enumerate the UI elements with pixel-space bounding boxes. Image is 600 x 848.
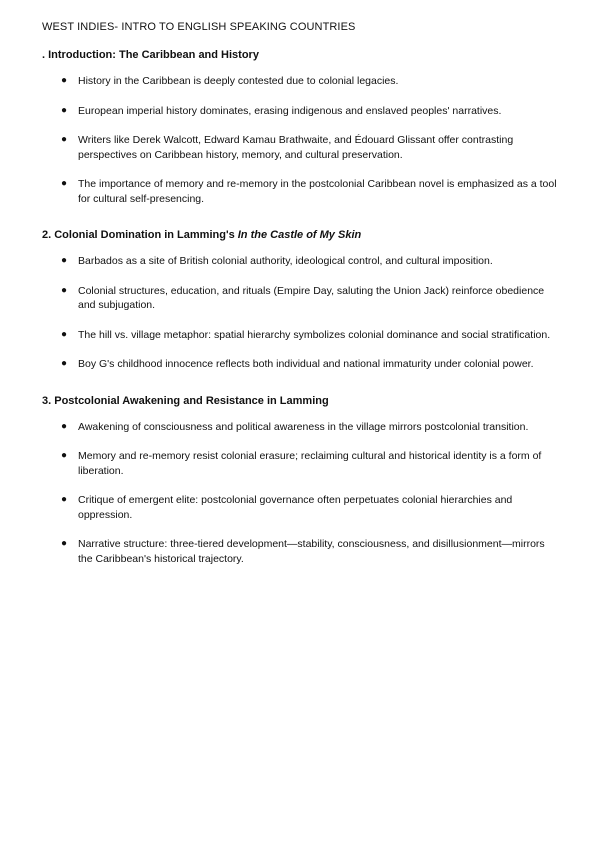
bullet-icon: ●	[61, 255, 68, 266]
list-item	[42, 254, 560, 269]
list-item-text: Awakening of consciousness and political awareness in the village mirrors postcolonial transition.	[78, 420, 529, 433]
list-item-text: Barbados as a site of British colonial authority, ideological control, and cultural imposition.	[78, 255, 493, 267]
list-item	[42, 133, 560, 162]
list-item-text: Boy G's childhood innocence reflects both individual and national immaturity under colonial power.	[78, 358, 534, 370]
list-item-text: Memory and re-memory resist colonial erasure; reclaiming cultural and historical identity is a form of liberation.	[78, 450, 542, 477]
bullet-icon: ●	[61, 284, 68, 296]
list-item	[42, 493, 560, 522]
list-item	[42, 328, 560, 343]
section-heading-prefix: 2. Colonial Domination in Lamming's	[42, 229, 238, 241]
list-item-text: Narrative structure: three-tiered development—stability, consciousness, and disillusionment—mirrors the Caribbean's historical trajectory.	[78, 538, 545, 565]
list-item	[42, 104, 560, 119]
section-colonial-domination	[42, 228, 560, 372]
bullet-list	[42, 74, 560, 206]
section-introduction	[42, 48, 560, 206]
list-item-text: European imperial history dominates, erasing indigenous and enslaved peoples' narratives.	[78, 104, 502, 117]
list-item	[42, 357, 560, 372]
bullet-list	[42, 420, 560, 567]
list-item	[42, 537, 560, 566]
bullet-icon: ●	[61, 178, 68, 189]
list-item	[42, 420, 560, 435]
list-item	[42, 74, 560, 89]
list-item-text: Critique of emergent elite: postcolonial governance often perpetuates colonial hierarchies and oppression.	[78, 494, 513, 521]
list-item	[42, 177, 560, 206]
section-heading-book-title: In the Castle of My Skin	[237, 229, 362, 241]
bullet-list	[42, 254, 560, 372]
bullet-icon: ●	[61, 328, 68, 340]
list-item	[42, 284, 560, 313]
list-item-text: Writers like Derek Walcott, Edward Kamau Brathwaite, and Édouard Glissant offer contrasting perspectives on Caribbean history, memory, and cultural preservation.	[78, 134, 514, 161]
list-item-text: The importance of memory and re-memory in the postcolonial Caribbean novel is emphasized as a tool for cultural self-presencing.	[78, 178, 557, 205]
list-item-text: Colonial structures, education, and rituals (Empire Day, saluting the Union Jack) reinforce obedience and subjugation.	[78, 284, 545, 311]
bullet-icon: ●	[61, 134, 68, 145]
bullet-icon: ●	[61, 494, 68, 505]
bullet-icon: ●	[61, 358, 68, 369]
list-item-text: The hill vs. village metaphor: spatial hierarchy symbolizes colonial dominance and social stratification.	[78, 328, 551, 341]
section-heading	[42, 228, 560, 242]
list-item-text: History in the Caribbean is deeply contested due to colonial legacies.	[78, 75, 399, 87]
bullet-icon: ●	[61, 450, 68, 461]
section-heading: 3. Postcolonial Awakening and Resistance in Lamming	[42, 394, 329, 407]
bullet-icon: ●	[61, 104, 68, 116]
bullet-icon: ●	[61, 75, 68, 86]
list-item	[42, 449, 560, 478]
document-title: WEST INDIES- INTRO TO ENGLISH SPEAKING COUNTRIES	[42, 21, 356, 33]
bullet-icon: ●	[61, 538, 68, 549]
section-postcolonial-awakening	[42, 394, 560, 567]
section-heading: . Introduction: The Caribbean and History	[42, 49, 259, 61]
bullet-icon: ●	[61, 420, 68, 432]
